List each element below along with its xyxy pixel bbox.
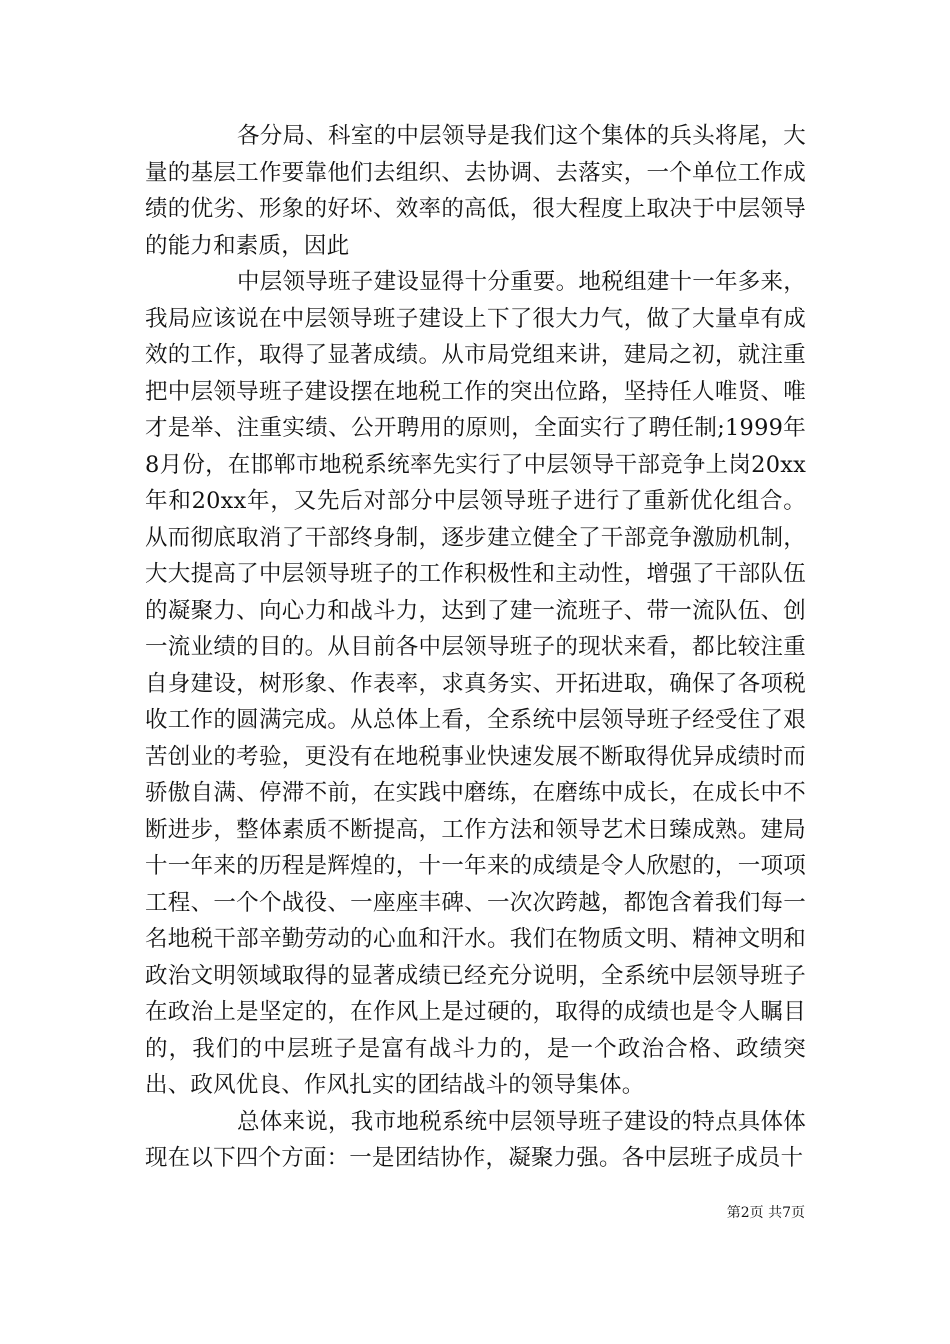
paragraph-1: 各分局、科室的中层领导是我们这个集体的兵头将尾，大量的基层工作要靠他们去组织、去协调、去落实，一个单位工作成绩的优劣、形象的好坏、效率的高低，很大程度上取决于中层领导的能力和素质，因此	[145, 123, 806, 259]
document-body	[145, 118, 806, 1177]
paragraph-3: 总体来说，我市地税系统中层领导班子建设的特点具体体现在以下四个方面：一是团结协作，凝聚力强。各中层班子成员十	[145, 1108, 806, 1171]
page-number: 第2页 共7页	[726, 1205, 805, 1221]
paragraph-2: 中层领导班子建设显得十分重要。地税组建十一年多来，我局应该说在中层领导班子建设上下了很大力气，做了大量卓有成效的工作，取得了显著成绩。从市局党组来讲，建局之初，就注重把中层领导班子建设摆在地税工作的突出位路，坚持任人唯贤、唯才是举、注重实绩、公开聘用的原则，全面实行了聘任制;1999年8月份，在邯郸市地税系统率先实行了中层领导干部竞争上岗20xx年和20xx年，又先后对部分中层领导班子进行了重新优化组合。从而彻底取消了干部终身制，逐步建立健全了干部竞争激励机制，大大提高了中层领导班子的工作积极性和主动性，增强了干部队伍的凝聚力、向心力和战斗力，达到了建一流班子、带一流队伍、创一流业绩的目的。从目前各中层领导班子的现状来看，都比较注重自身建设，树形象、作表率，求真务实、开拓进取，确保了各项税收工作的圆满完成。从总体上看，全系统中层领导班子经受住了艰苦创业的考验，更没有在地税事业快速发展不断取得优异成绩时而骄傲自满、停滞不前，在实践中磨练，在磨练中成长，在成长中不断进步，整体素质不断提高，工作方法和领导艺术日臻成熟。建局十一年来的历程是辉煌的，十一年来的成绩是令人欣慰的，一项项工程、一个个战役、一座座丰碑、一次次跨越，都饱含着我们每一名地税干部辛勤劳动的心血和汗水。我们在物质文明、精神文明和政治文明领域取得的显著成绩已经充分说明，全系统中层领导班子在政治上是坚定的，在作风上是过硬的，取得的成绩也是令人瞩目的，我们的中层班子是富有战斗力的，是一个政治合格、政绩突出、政风优良、作风扎实的团结战斗的领导集体。	[145, 269, 806, 1098]
